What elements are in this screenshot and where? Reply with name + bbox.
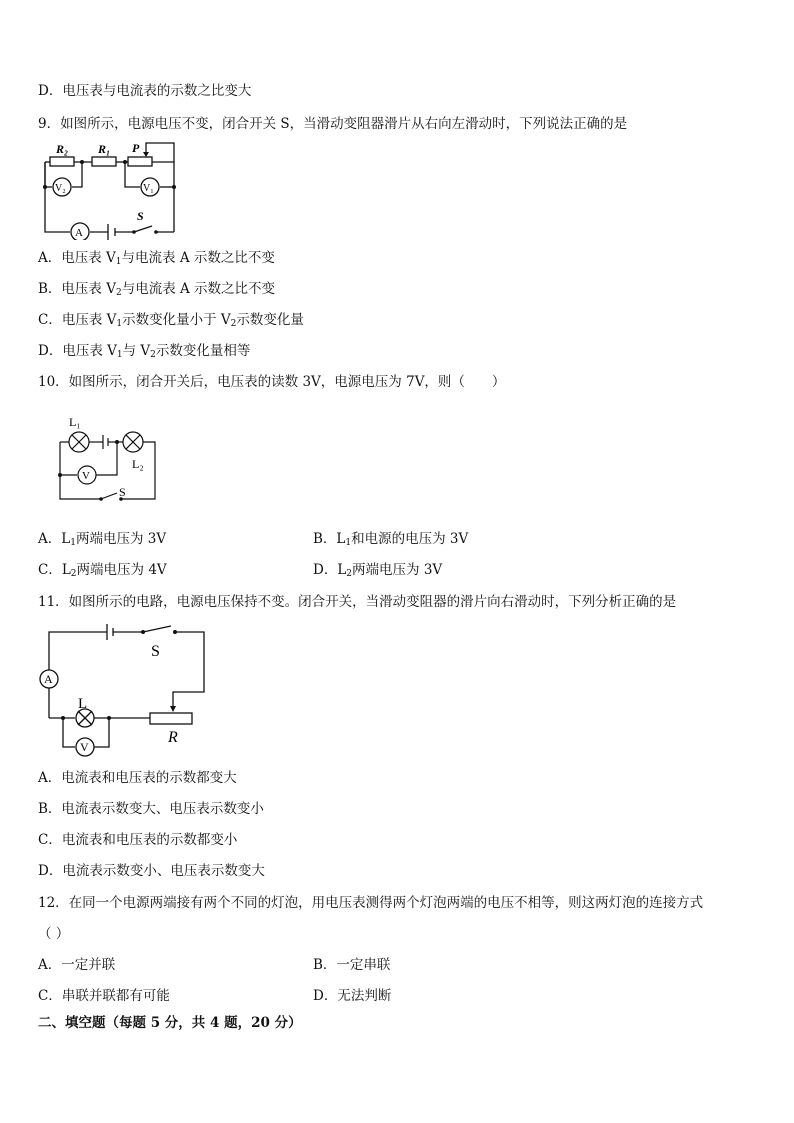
q8-option-d: D．电压表与电流表的示数之比变大 bbox=[38, 83, 252, 99]
q9-option-c: C．电压表 $V_1$示数变化量小于 $V_2$示数变化量 bbox=[38, 312, 304, 329]
q11-circuit-diagram bbox=[35, 620, 210, 760]
q9-option-b: B．电压表 $V_2$与电流表 A 示数之比不变 bbox=[38, 281, 276, 298]
q9-label-r1: R₁ bbox=[98, 142, 111, 156]
q9-label-v2: V₂ bbox=[55, 183, 66, 194]
q11-option-a: A．电流表和电压表的示数都变大 bbox=[38, 770, 237, 786]
q11-stem: 11．如图所示的电路，电源电压保持不变。闭合开关，当滑动变阻器的滑片向右滑动时，下列分析正确的是 bbox=[38, 594, 677, 610]
q10-label-l1: L₁ bbox=[69, 415, 81, 429]
q10-stem: 10．如图所示，闭合开关后，电压表的读数 3V，电源电压为 7V，则（ ） bbox=[38, 374, 506, 390]
q9-option-a: A．电压表 $V_1$与电流表 A 示数之比不变 bbox=[38, 250, 275, 267]
q12-stem: 12．在同一个电源两端接有两个不同的灯泡，用电压表测得两个灯泡两端的电压不相等，则这两灯泡的连接方式 bbox=[38, 895, 704, 911]
q11-label-l: L bbox=[78, 696, 88, 712]
q11-option-d: D．电流表示数变小、电压表示数变大 bbox=[38, 863, 265, 879]
q10-label-l2: L₂ bbox=[132, 457, 144, 471]
q10-circuit-diagram bbox=[55, 412, 175, 507]
q12-option-a: A．一定并联 bbox=[38, 957, 116, 973]
q12-paren: （ ） bbox=[38, 926, 70, 942]
q9-circuit-diagram bbox=[40, 140, 190, 240]
q11-label-s: S bbox=[151, 643, 160, 660]
q12-option-c: C．串联并联都有可能 bbox=[38, 988, 170, 1004]
q11-label-a: A bbox=[44, 672, 53, 686]
q9-option-d: D．电压表 $V_1$与 $V_2$示数变化量相等 bbox=[38, 343, 251, 360]
q11-label-v: V bbox=[80, 740, 89, 754]
q9-stem: 9．如图所示，电源电压不变，闭合开关 S，当滑动变阻器滑片从右向左滑动时，下列说法正确的是 bbox=[38, 116, 628, 132]
q10-option-d: D．$L_2$两端电压为 3V bbox=[313, 562, 443, 579]
q11-option-c: C．电流表和电压表的示数都变小 bbox=[38, 832, 238, 848]
q10-option-b: B．$L_1$和电源的电压为 3V bbox=[313, 531, 469, 548]
section-title: 二、填空题（每题 5 分，共 4 题，20 分） bbox=[38, 1015, 302, 1031]
q10-label-v: V bbox=[82, 470, 90, 482]
q9-label-s: S bbox=[137, 209, 144, 223]
q9-label-r2: R₂ bbox=[56, 142, 69, 156]
q9-label-a: A bbox=[75, 227, 83, 239]
q10-option-a: A．$L_1$两端电压为 3V bbox=[38, 531, 167, 548]
q12-option-b: B．一定串联 bbox=[313, 957, 391, 973]
q11-label-r: R bbox=[168, 729, 178, 746]
q11-option-b: B．电流表示数变大、电压表示数变小 bbox=[38, 801, 264, 817]
q12-option-d: D．无法判断 bbox=[313, 988, 392, 1004]
q9-label-p: P bbox=[132, 141, 140, 155]
q10-option-c: C．$L_2$两端电压为 4V bbox=[38, 562, 167, 579]
q10-label-s: S bbox=[119, 485, 126, 499]
q9-label-v1: V₁ bbox=[143, 183, 154, 194]
